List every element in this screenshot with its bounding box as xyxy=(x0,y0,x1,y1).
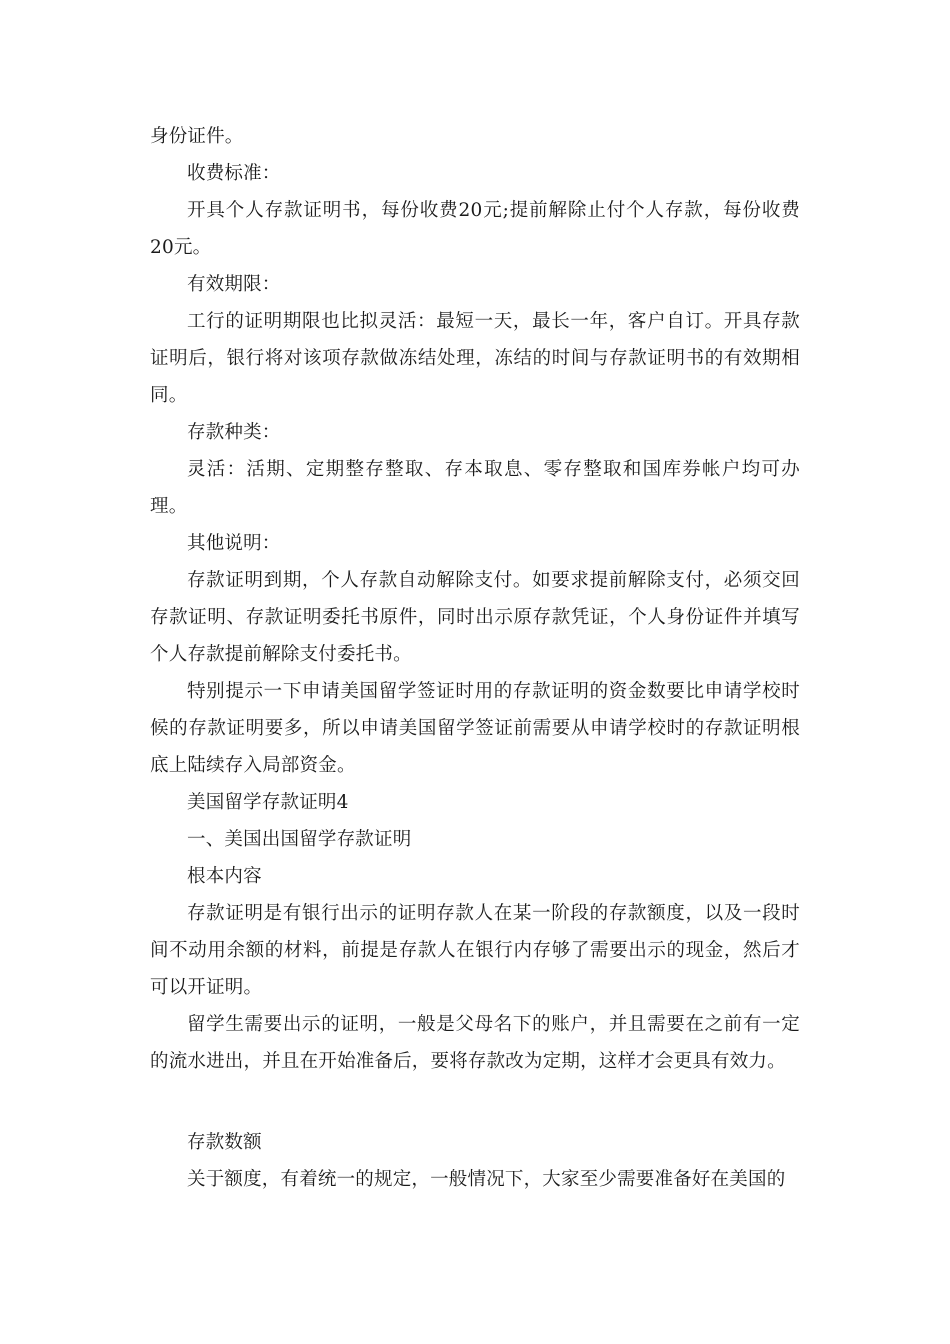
paragraph: 灵活：活期、定期整存整取、存本取息、零存整取和国库券帐户均可办理。 xyxy=(150,459,800,517)
paragraph: 特别提示一下申请美国留学签证时用的存款证明的资金数要比申请学校时候的存款证明要多，所以申请美国留学签证前需要从申请学校时的存款证明根底上陆续存入局部资金。 xyxy=(150,681,800,776)
text-body-upper xyxy=(150,118,800,1080)
section-heading-other-notes: 其他说明： xyxy=(187,533,281,554)
section-heading-validity: 有效期限： xyxy=(187,274,281,295)
section-heading-fee: 收费标准： xyxy=(187,163,281,184)
paragraph: 存款证明到期，个人存款自动解除支付。如要求提前解除支付，必须交回存款证明、存款证明委托书原件，同时出示原存款凭证，个人身份证件并填写个人存款提前解除支付委托书。 xyxy=(150,570,800,665)
paragraph: 存款证明是有银行出示的证明存款人在某一阶段的存款额度，以及一段时间不动用余额的材料，前提是存款人在银行内存够了需要出示的现金，然后才可以开证明。 xyxy=(150,903,800,998)
section-heading-basic-content: 根本内容 xyxy=(187,866,262,887)
paragraph: 工行的证明期限也比拟灵活：最短一天，最长一年，客户自订。开具存款证明后，银行将对该项存款做冻结处理，冻结的时间与存款证明书的有效期相同。 xyxy=(150,311,800,406)
paragraph: 身份证件。 xyxy=(150,126,244,147)
paragraph: 留学生需要出示的证明，一般是父母名下的账户，并且需要在之前有一定的流水进出，并且在开始准备后，要将存款改为定期，这样才会更具有效力。 xyxy=(150,1014,800,1072)
section-heading-deposit-type: 存款种类： xyxy=(187,422,281,443)
section-subtitle: 一、美国出国留学存款证明 xyxy=(187,829,412,850)
text-body-lower xyxy=(150,1124,800,1198)
section-title: 美国留学存款证明4 xyxy=(187,792,349,813)
paragraph: 关于额度，有着统一的规定，一般情况下，大家至少需要准备好在美国的 xyxy=(187,1169,786,1190)
section-heading-deposit-amount: 存款数额 xyxy=(187,1132,262,1153)
paragraph: 开具个人存款证明书，每份收费20元;提前解除止付个人存款，每份收费20元。 xyxy=(150,200,800,258)
